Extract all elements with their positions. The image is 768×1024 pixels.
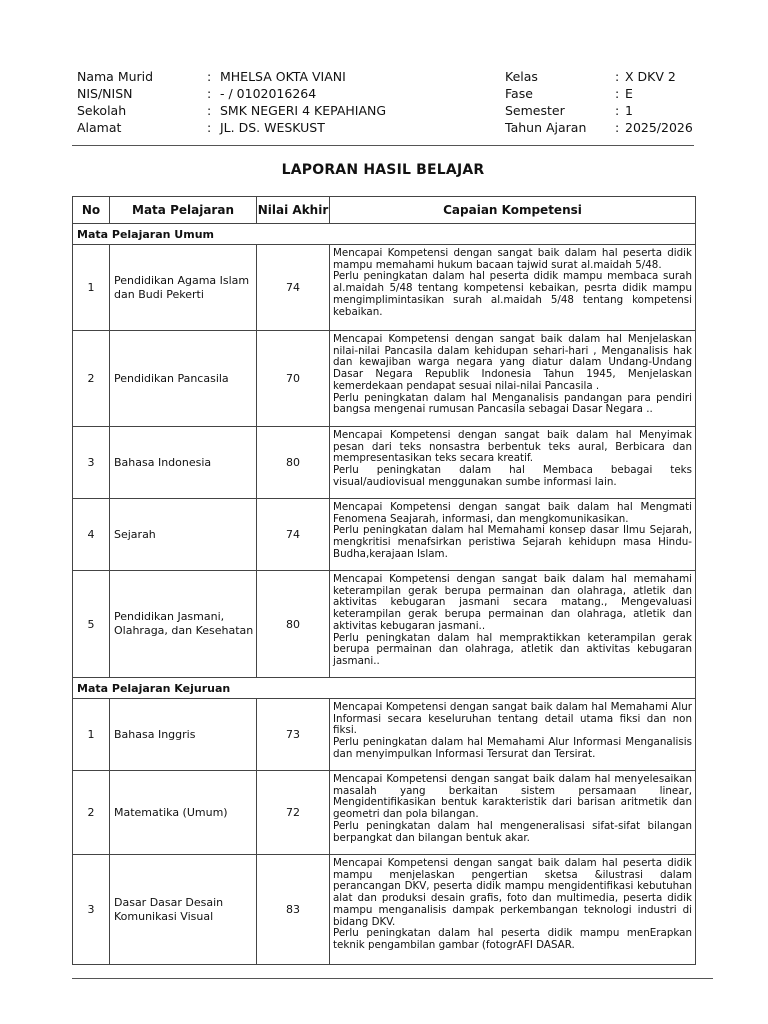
row-subject: Pendidikan Jasmani, Olahraga, dan Kesehatan	[110, 571, 257, 678]
row-no: 1	[73, 245, 110, 331]
table-row	[73, 571, 696, 678]
header-subject: Mata Pelajaran	[110, 197, 257, 224]
row-score: 74	[257, 245, 330, 331]
student-nis: - / 0102016264	[220, 86, 317, 101]
row-score: 74	[257, 499, 330, 571]
student-address: JL. DS. WESKUST	[220, 120, 325, 135]
row-subject: Bahasa Inggris	[110, 699, 257, 771]
info-row-semester	[505, 102, 695, 119]
row-score: 73	[257, 699, 330, 771]
table-row	[73, 771, 696, 855]
name-label: Nama Murid	[77, 69, 154, 84]
competency-improve: Perlu peningkatan dalam hal peserta didik mampu membaca surah al.maidah 5/48 tentang kompetensi kebaikan, pesrta didik mampu mengimplimintasikan surah al.maidah 5/48 tentang kompetensi kebaikan.	[333, 270, 692, 318]
row-subject: Sejarah	[110, 499, 257, 571]
competency-improve: Perlu peningkatan dalam hal mempraktikkan keterampilan gerak berupa permainan dan olahraga, atletik dan aktivitas kebugaran jasmani..	[333, 631, 692, 667]
address-label: Alamat	[77, 120, 122, 135]
table-header-row	[73, 197, 696, 224]
competency-improve: Perlu peningkatan dalam hal Memahami konsep dasar Ilmu Sejarah, mengkritisi menafsirkan peristiwa Sejarah kehidupn masa Hindu-Budha,kerajaan Islam.	[333, 524, 692, 560]
table-body	[73, 224, 696, 965]
row-competency	[330, 699, 696, 771]
info-row-nis	[77, 85, 377, 102]
table-row	[73, 699, 696, 771]
colon: :	[207, 103, 212, 118]
student-name: MHELSA OKTA VIANI	[220, 69, 346, 84]
table-row	[73, 331, 696, 427]
competency-achieved: Mencapai Kompetensi dengan sangat baik dalam hal peserta didik mampu menjelaskan pengertian sketsa &ilustrasi dalam perancangan DKV, peserta didik mampu mengidentifikasi kebutuhan alat dan produksi desain grafis, foto dan multimedia, peserta didik mampu menganalisis dampak perkembangan teknologi industri di bidang DKV.	[333, 857, 692, 928]
row-subject: Pendidikan Agama Islam dan Budi Pekerti	[110, 245, 257, 331]
row-competency	[330, 571, 696, 678]
row-no: 5	[73, 571, 110, 678]
colon: :	[207, 86, 212, 101]
competency-achieved: Mencapai Kompetensi dengan sangat baik dalam hal peserta didik mampu memahami hukum bacaan tajwid surat al.maidah 5/48.	[333, 247, 692, 271]
row-competency	[330, 499, 696, 571]
school-label: Sekolah	[77, 103, 127, 118]
row-competency	[330, 331, 696, 427]
header-divider	[72, 145, 694, 146]
row-score: 70	[257, 331, 330, 427]
info-row-address	[77, 119, 377, 136]
competency-improve: Perlu peningkatan dalam hal Membaca bebagai teks visual/audiovisual menggunakan sumbe informasi lain.	[333, 464, 692, 488]
info-row-phase	[505, 85, 695, 102]
section-label: Mata Pelajaran Kejuruan	[73, 678, 696, 699]
row-score: 80	[257, 427, 330, 499]
row-no: 1	[73, 699, 110, 771]
row-no: 3	[73, 427, 110, 499]
grades-table	[72, 196, 696, 965]
section-label: Mata Pelajaran Umum	[73, 224, 696, 245]
row-score: 72	[257, 771, 330, 855]
row-competency	[330, 427, 696, 499]
row-subject: Matematika (Umum)	[110, 771, 257, 855]
table-row	[73, 245, 696, 331]
student-year: 2025/2026	[625, 120, 693, 135]
student-school: SMK NEGERI 4 KEPAHIANG	[220, 103, 387, 118]
table-row	[73, 427, 696, 499]
competency-achieved: Mencapai Kompetensi dengan sangat baik dalam hal Memahami Alur Informasi secara keseluruhan tentang detail utama fiksi dan non fiksi.	[333, 701, 692, 737]
row-subject: Pendidikan Pancasila	[110, 331, 257, 427]
competency-improve: Perlu peningkatan dalam hal Menganalisis pandangan para pendiri bangsa mengenai rumusan Pancasila sebagai Dasar Negara ..	[333, 391, 692, 416]
competency-achieved: Mencapai Kompetensi dengan sangat baik dalam hal Mengmati Fenomena Seajarah, informasi, dan mengkomunikasikan.	[333, 501, 692, 525]
report-title: LAPORAN HASIL BELAJAR	[281, 162, 485, 178]
row-competency	[330, 855, 696, 965]
student-phase: E	[625, 86, 633, 101]
colon: :	[615, 86, 620, 101]
table-row	[73, 499, 696, 571]
student-class: X DKV 2	[625, 69, 676, 84]
row-no: 2	[73, 331, 110, 427]
nis-label: NIS/NISN	[77, 86, 133, 101]
student-semester: 1	[625, 103, 633, 118]
section-row-general	[73, 224, 696, 245]
row-no: 3	[73, 855, 110, 965]
competency-achieved: Mencapai Kompetensi dengan sangat baik dalam hal menyelesaikan masalah yang berkaitan sistem persamaan linear, Mengidentifikasikan bentuk karakteristik dari barisan aritmetik dan geometri dan pola bilangan.	[333, 773, 692, 821]
colon: :	[615, 69, 620, 84]
class-label: Kelas	[505, 69, 538, 84]
colon: :	[207, 69, 212, 84]
semester-label: Semester	[505, 103, 565, 118]
row-no: 4	[73, 499, 110, 571]
info-row-year	[505, 119, 695, 136]
header-competency: Capaian Kompetensi	[330, 197, 696, 224]
row-subject: Bahasa Indonesia	[110, 427, 257, 499]
colon: :	[207, 120, 212, 135]
colon: :	[615, 103, 620, 118]
competency-improve: Perlu peningkatan dalam hal peserta didik mampu menErapkan teknik pengambilan gambar (fotogrAFI DASAR.	[333, 927, 692, 951]
row-subject: Dasar Dasar Desain Komunikasi Visual	[110, 855, 257, 965]
competency-improve: Perlu peningkatan dalam hal mengeneralisasi sifat-sifat bilangan berpangkat dan bilangan bentuk akar.	[333, 819, 692, 844]
info-row-name	[77, 68, 377, 85]
competency-improve: Perlu peningkatan dalam hal Memahami Alur Informasi Menganalisis dan menyimpulkan Informasi Tersurat dan Tersirat.	[333, 736, 692, 760]
footer-divider	[72, 978, 713, 979]
phase-label: Fase	[505, 86, 533, 101]
header-score: Nilai Akhir	[257, 197, 330, 224]
competency-achieved: Mencapai Kompetensi dengan sangat baik dalam hal Menyimak pesan dari teks nonsastra berbentuk teks aural, Berbicara dan mempresentasikan teks secara kreatif.	[333, 429, 692, 465]
year-label: Tahun Ajaran	[505, 120, 587, 135]
header-no: No	[73, 197, 110, 224]
row-score: 80	[257, 571, 330, 678]
section-row-vocational	[73, 678, 696, 699]
competency-achieved: Mencapai Kompetensi dengan sangat baik dalam hal memahami keterampilan gerak berupa permainan dan olahraga, atletik dan aktivitas kebugaran jasmani secara matang., Mengevaluasi keterampilan gerak berupa permainan dan olahraga, atletik dan aktivitas kebugaran jasmani..	[333, 573, 692, 632]
row-competency	[330, 245, 696, 331]
row-score: 83	[257, 855, 330, 965]
row-no: 2	[73, 771, 110, 855]
colon: :	[615, 120, 620, 135]
row-competency	[330, 771, 696, 855]
info-row-class	[505, 68, 695, 85]
table-row	[73, 855, 696, 965]
info-row-school	[77, 102, 387, 119]
competency-achieved: Mencapai Kompetensi dengan sangat baik dalam hal Menjelaskan nilai-nilai Pancasila dalam kehidupan sehari-hari , Menganalisis hak dan kewajiban warga negara yang diatur dalam Undang-Undang Dasar Negara Republik Indonesia Tahun 1945, Menjelaskan kemerdekaan pendapat sesuai nilai-nilai Pancasila .	[333, 333, 692, 392]
